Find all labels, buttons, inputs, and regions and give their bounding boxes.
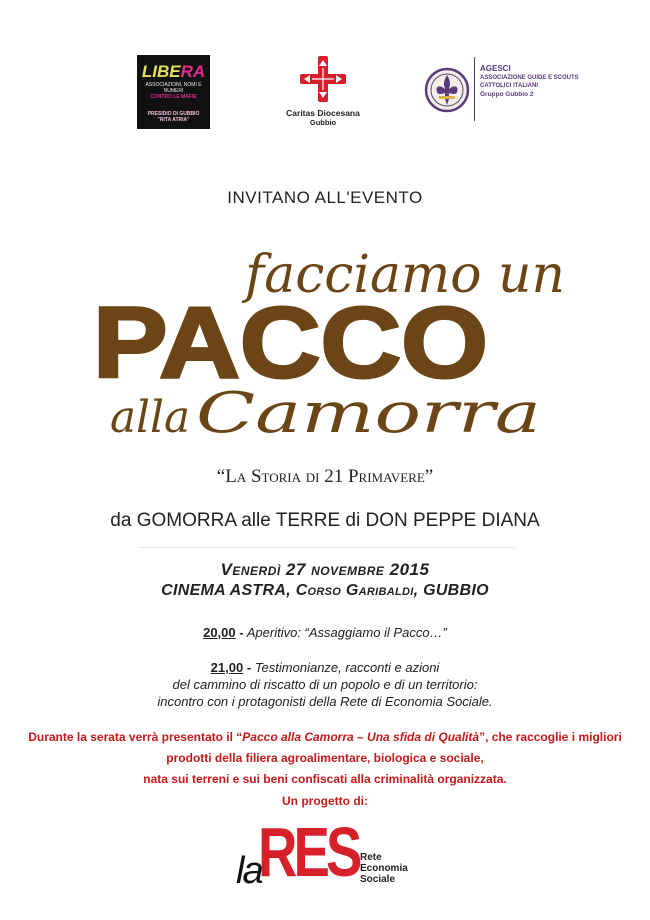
program-time: 21,00 [210, 660, 244, 675]
agesci-fleur-de-lis-icon [424, 67, 470, 113]
res-sub-line-2: Economia [360, 863, 408, 874]
libera-wordmark: LIBERA [141, 62, 206, 81]
program-item-aperitivo [0, 624, 650, 641]
program-text: Testimonianze, racconti e azioni [254, 660, 440, 675]
libera-logo [137, 55, 210, 129]
project-label: Un progetto di: [282, 794, 368, 808]
title-line-2: PACCO [93, 287, 488, 399]
libera-tagline-2: CONTRO LE MAFIE [150, 94, 197, 100]
program-text: Aperitivo: “Assaggiamo il Pacco…” [246, 625, 447, 640]
res-sub-line-3: Sociale [360, 874, 396, 885]
program-dash: - [239, 625, 244, 640]
title-line-1: facciamo un [241, 245, 566, 305]
title-line-3b: Camorra [196, 381, 541, 446]
agesci-group: Gruppo Gubbio 2 [480, 90, 534, 98]
agesci-line3: CATTOLICI ITALIANI [480, 83, 538, 89]
res-wordmark: RES [258, 813, 359, 891]
agesci-divider [474, 57, 475, 121]
product-description-line-2: prodotti della filiera agroalimentare, biologica e sociale, [166, 751, 484, 765]
divider-line [140, 547, 515, 548]
lares-logo [236, 812, 436, 892]
program-text-line-3: incontro con i protagonisti della Rete di Economia Sociale. [157, 694, 493, 709]
program-item-testimonianze [0, 659, 650, 676]
program-text-line-2: del cammino di riscatto di un popolo e di un territorio: [172, 677, 478, 692]
subtitle-story: “La Storia di 21 Primavere” [216, 466, 434, 487]
program-time: 20,00 [203, 625, 236, 640]
subtitle-gomorra: da GOMORRA alle TERRE di DON PEPPE DIANA [110, 510, 540, 531]
title-line-3a: alla [110, 392, 190, 443]
event-date: Venerdì 27 novembre 2015 [220, 560, 430, 579]
product-description [0, 727, 650, 790]
res-subtitle [360, 852, 408, 885]
product-description-line-1: Durante la serata verrà presentato il “Pacco alla Camorra – Una sfida di Qualità”, che raccoglie i migliori [28, 730, 622, 744]
agesci-text [480, 65, 579, 99]
event-place: CINEMA ASTRA, Corso Garibaldi, GUBBIO [161, 582, 489, 599]
event-title [0, 232, 650, 457]
caritas-city: Gubbio [309, 118, 337, 127]
libera-presidio-name: "RITA ATRIA" [157, 117, 190, 123]
libera-tagline: ASSOCIAZIONI, NOMI E NUMERI [145, 82, 202, 94]
program-dash: - [246, 660, 252, 675]
caritas-logo [268, 54, 378, 134]
caritas-cross-icon [298, 54, 348, 104]
product-description-line-3: nata sui terreni e sui beni confiscati alla criminalità organizzata. [143, 772, 507, 786]
res-la: la [236, 850, 262, 892]
invite-heading: INVITANO ALL'EVENTO [227, 188, 423, 207]
libera-presidio: PRESIDIO DI GUBBIO [147, 111, 200, 117]
caritas-name: Caritas Diocesana [286, 108, 360, 118]
agesci-line2: ASSOCIAZIONE GUIDE E SCOUTS [480, 74, 579, 81]
agesci-name: AGESCI [480, 64, 511, 73]
agesci-logo [424, 57, 584, 123]
res-sub-line-1: Rete [360, 852, 382, 863]
